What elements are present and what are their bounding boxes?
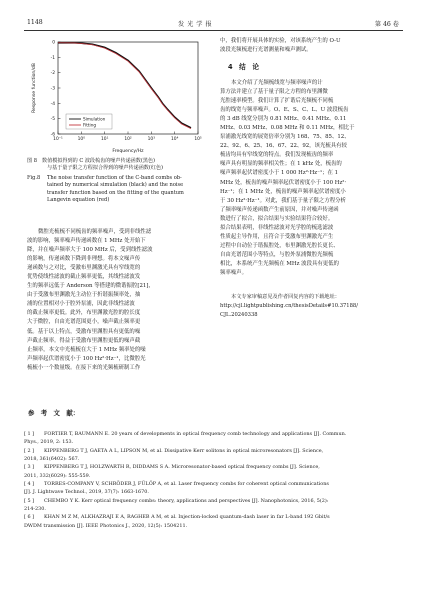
reference-number: [ 3 ] — [24, 464, 35, 471]
text-line: CJL.20240338 — [220, 312, 258, 319]
journal-title: 发 光 学 报 — [178, 21, 213, 28]
text-line: 生的频率远低于 Anderson 等搭建的微谐振腔[21]， — [27, 283, 154, 290]
text-line: 波段光频梳进行光谱测量和噪声测试。 — [220, 47, 312, 54]
volume-number: 第 46 卷 — [374, 21, 399, 28]
x-tick-label: 10⁵ — [194, 137, 202, 142]
caption-cn-line-1: 图 8 数值模拟得到的 C 波段梳齿的噪声传递函数(黑色) — [27, 158, 156, 164]
reference-item — [24, 497, 403, 505]
y-tick-label: 0 — [52, 40, 55, 46]
reference-number: [ 1 ] — [24, 431, 35, 437]
header-rule — [24, 30, 403, 31]
text-line: 光腔速率模型。我们计算了扩谐后光频梳不同梳 — [220, 98, 334, 105]
references-heading: 参 考 文 献： — [28, 409, 80, 417]
text-line: 止频率，本文中光梳梳在大于 1 MHz 频率处的噪 — [27, 346, 146, 353]
text-line: 由于受激布里渊激光主动位于折谐振频率处，抽 — [27, 292, 141, 299]
text-line: 相比，本系统产生光频梳在 MHz 波段具有更低的 — [220, 260, 339, 267]
text-line: http://cjl.lightpublishing.cn/thesisDetails#10.37188/ — [220, 303, 358, 310]
text-line: 性质起主导作用，且符合于受激布里渊激光产生 — [220, 233, 334, 240]
text-line: 的截止频率更低。此外，布里渊激光腔的腔长度 — [27, 310, 141, 317]
reference-list — [24, 430, 403, 530]
reference-item — [24, 513, 403, 521]
text-line: 的 3 dB 线宽分别为 0.81 MHz、0.41 MHz、0.11 — [220, 116, 347, 123]
caption-en-line-4: Langevin equation (red) — [47, 197, 110, 204]
text-line: 拟合结果表明，非线性滤波对光学腔的梳选滤波 — [220, 224, 334, 231]
noise-transfer-chart — [26, 36, 206, 154]
caption-en-line-3: transfer function based on the fitting of the quantum — [47, 189, 184, 196]
legend-simulation-label: Simulation — [83, 116, 106, 122]
x-axis-label: Frequency/Hz — [112, 149, 144, 154]
reference-text: FORTIER T, BAUMANN E. 20 years of developments in optical frequency comb technology and applications [J]. Commun. — [44, 431, 347, 437]
text-line: 过程中自动位于谐振腔处，布里渊激光腔长更长、 — [220, 242, 339, 249]
reference-text-continued: 214-230. — [24, 506, 46, 513]
y-axis-label: Response function/dB — [32, 63, 37, 113]
text-line: 优势使线性滤波的截止频率更低，其线性滤波发 — [27, 274, 141, 281]
figure-caption — [27, 158, 212, 204]
text-line: 梳齿均具有窄线宽的特点。我们发现梳齿的频率 — [220, 152, 334, 159]
conclusion-text — [220, 79, 401, 278]
text-line: 降，并在噪声频率大于 100 MHz 后，受到线性滤波 — [27, 247, 153, 254]
x-tick-label: 10⁰ — [77, 137, 86, 142]
y-tick-label: -2 — [50, 71, 55, 77]
text-line: 算方法并建立了基于量子限之方程的布里渊微 — [220, 89, 328, 96]
reference-text-continued: 2018, 361(6402): 567. — [24, 456, 80, 463]
reference-number: [ 2 ] — [24, 447, 35, 454]
y-tick-label: -3 — [50, 86, 55, 92]
reference-text: KIPPENBERG T J, HOLZWARTH R, DIDDAMS S A. Microresonator-based optical frequency combs [J]. Science, — [44, 464, 320, 471]
caption-cn-line-2: 与基于量子限之方程拟合得到的噪声传递函数(红色) — [47, 165, 164, 172]
caption-en-label: Fig.8 — [27, 174, 41, 181]
reference-text-continued: DWDM transmission [J]. IEEE Photonics J., 2020, 12(5): 1504211. — [24, 522, 188, 529]
text-line: 齿的线宽与频率噪声。O、E、S、C、L、U 波段梳齿 — [220, 107, 349, 114]
x-tick-label: 10¹ — [100, 137, 109, 142]
text-line: 了频率噪声传递函数产生前原因，并对噪声传递函 — [220, 206, 339, 213]
x-tick-label: 10⁴ — [170, 137, 179, 142]
y-tick-label: -1 — [50, 55, 55, 61]
text-line: 22、92、6、25、16、67、22、92，该光梳具有较 — [220, 143, 347, 150]
caption-en-line-1: The noise transfer function of the C-band combs ob- — [47, 174, 182, 181]
reference-text-continued: Phys., 2019, 2: 153. — [24, 439, 74, 446]
text-line: 声截止频率。得益于受激布里渊腔更低的噪声截 — [27, 337, 141, 344]
text-line: 的影响，传递函数下降到非理想。将本文噪声传 — [27, 256, 141, 263]
right-body-intro — [220, 37, 401, 55]
reference-number: [ 5 ] — [24, 497, 35, 504]
reference-text: CHEMBO Y K. Kerr optical frequency combs: theory, applications and perspectives [J]. Nanophotonics, 2016, 5(2): — [44, 497, 329, 504]
legend — [66, 114, 112, 129]
y-tick-label: -6 — [50, 132, 55, 138]
text-line: 中，我们将开展具体的实验，对该系统产生的 O-U — [220, 38, 341, 44]
left-body-text — [27, 228, 207, 373]
text-line: 微腔光梳梳不同梳齿的频率噪声，受到非线性滤 — [38, 229, 152, 235]
reference-item — [24, 463, 403, 471]
reference-text-continued: 2011, 332(6029): 555-559. — [24, 472, 91, 479]
page-number: 1148 — [27, 19, 43, 26]
text-line: 梳梳小一个数量级。在接下来的光频梳研制工作 — [27, 364, 141, 371]
x-tick-label: 10² — [124, 137, 132, 142]
text-line: 自由光谱范围小等特点，与腔外泵浦微腔光频梳 — [220, 251, 334, 258]
text-line: MHz 处，梳齿的噪声频率起伏谱密度小于 100 Hz²· — [220, 179, 347, 186]
text-line: 本文专家审稿意见及作者回复内容的下载地址： — [231, 294, 340, 300]
text-line: 数进行了拟合，拟合结果与实验结果符合较好。 — [220, 215, 334, 222]
reference-number: [ 4 ] — [24, 481, 35, 488]
text-line: 本文介绍了光频梳线宽与频率噪声的计 — [231, 80, 323, 86]
section-heading-conclusion: 4 结 论 — [228, 63, 259, 71]
text-line: Hz⁻¹；在 1 MHz 处，梳齿的噪声频率起伏谱密度小 — [220, 188, 346, 195]
figure-8 — [26, 36, 206, 154]
text-line: 声频率起伏谱密度小于 100 Hz²·Hz⁻¹，比微腔光 — [27, 355, 146, 362]
text-line: MHz、0.03 MHz、0.08 MHz 和 0.11 MHz，相比于 — [220, 125, 355, 132]
reference-text: KIPPENBERG T J, GAETA A L, LIPSON M, et al. Dissipative Kerr solitons in optical microresonators [J]. Science, — [44, 447, 324, 454]
reference-text: TORRES-COMPANY V, SCHRÖDER J, FÜLÖP A, et al. Laser frequency combs for coherent optical communications — [44, 481, 329, 488]
text-line: 大于微腔，自由光谱范围更小，噪声截止频率更 — [27, 319, 141, 326]
text-line: 于 30 Hz²·Hz⁻¹。对此，我们基于量子限之方程分析 — [220, 197, 346, 204]
reference-item — [24, 447, 403, 455]
text-line: 频率噪声。 — [220, 269, 247, 276]
text-line: 低。基于以上特点，受激布里渊腔具有更低的噪 — [27, 328, 141, 335]
y-tick-label: -4 — [50, 101, 55, 107]
caption-en-line-2: tained by numerical simulation (black) and the noise — [47, 182, 184, 189]
reference-item — [24, 430, 403, 438]
reference-text-continued: [J]. J. Lightwave Technol., 2019, 37(7): 1663-1670. — [24, 489, 149, 496]
text-line: 噪声具有明显的频率相关性；在 1 kHz 处，梳齿的 — [220, 161, 342, 168]
reference-item — [24, 480, 403, 488]
text-line: 泵浦激光线宽的展宽倍率分别为 168、75、85、12、 — [220, 134, 350, 141]
reference-text: KHAN M Z M, ALKHAZRAJI E A, RAGHEB A M, et al. Injection-locked quantum-dash laser in far L-band 192 Gbit/s — [44, 514, 330, 521]
text-line: 浦的位置相对小于腔外泵浦，因此非线性滤波 — [27, 301, 135, 308]
x-tick-label: 10³ — [147, 137, 156, 142]
x-tick-label: 10⁻¹ — [53, 137, 63, 142]
legend-fitting-label: Fitting — [83, 122, 97, 128]
reference-number: [ 6 ] — [24, 514, 35, 521]
text-line: 递函数与之对比，受激布里渊激光具有窄线宽的 — [27, 265, 141, 272]
text-line: 波的影响，频率噪声传递函数在 1 MHz 处开始下 — [27, 238, 146, 245]
y-tick-label: -5 — [50, 117, 55, 123]
review-download-note — [220, 293, 401, 320]
text-line: 噪声频率起伏谱密度小于 1 000 Hz²·Hz⁻¹；在 1 — [220, 170, 339, 177]
